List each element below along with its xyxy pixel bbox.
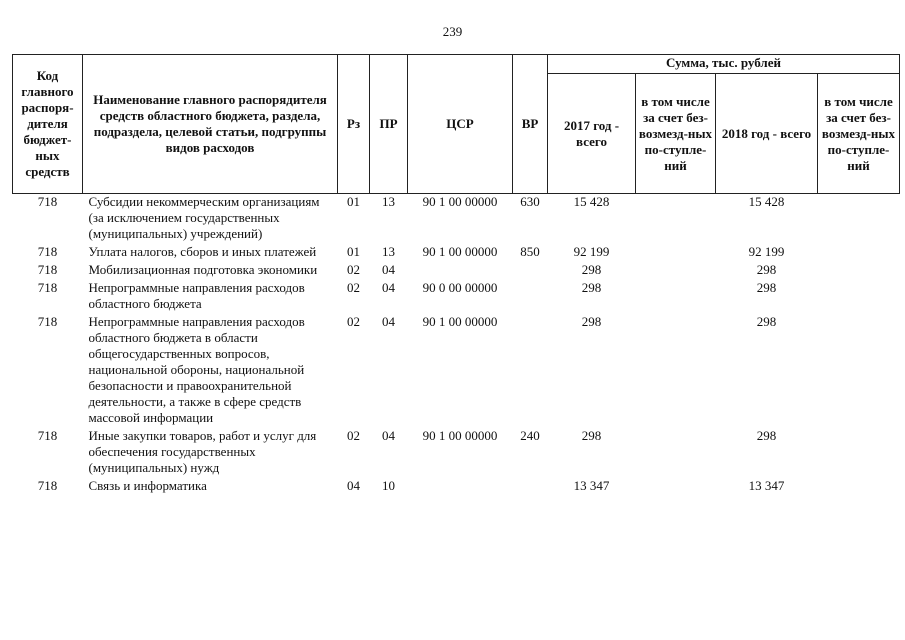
cell-2018-total: 13 347 [748, 478, 785, 493]
cell-pr: 13 [382, 244, 395, 259]
header-sum: Сумма, тыс. рублей [548, 55, 900, 74]
table-row [13, 262, 900, 280]
cell-2017-grants [636, 428, 716, 478]
cell-code: 718 [37, 280, 58, 295]
cell-2018-grants [818, 280, 900, 314]
cell-2018-total: 15 428 [748, 194, 785, 209]
cell-2017-grants [636, 280, 716, 314]
cell-rz: 02 [347, 314, 360, 329]
cell-pr: 10 [382, 478, 395, 493]
cell-code: 718 [37, 262, 58, 277]
cell-name: Связь и информатика [88, 478, 207, 493]
header-name: Наименование главного распорядителя средств областного бюджета, раздела, подраздела, целевой статьи, подгруппы видов расходов [83, 55, 338, 194]
cell-name: Субсидии некоммерческим организациям (за исключением государственных (муниципальных) учреждений) [88, 194, 320, 241]
cell-2017-grants [636, 244, 716, 262]
cell-vr [513, 478, 548, 496]
table-body [13, 194, 900, 497]
cell-2017-grants [636, 478, 716, 496]
cell-pr: 04 [382, 428, 395, 443]
cell-rz: 02 [347, 280, 360, 295]
table-header [13, 55, 900, 194]
cell-vr [513, 314, 548, 428]
cell-name: Иные закупки товаров, работ и услуг для обеспечения государственных (муниципальных) нужд [88, 428, 317, 475]
cell-name: Уплата налогов, сборов и иных платежей [88, 244, 317, 259]
cell-code: 718 [37, 428, 58, 443]
cell-rz: 02 [347, 262, 360, 277]
page-number: 239 [442, 24, 463, 39]
cell-rz: 01 [347, 244, 360, 259]
cell-vr: 850 [520, 244, 540, 259]
cell-code: 718 [37, 314, 58, 329]
table-row [13, 194, 900, 245]
cell-rz: 02 [347, 428, 360, 443]
cell-2018-total: 92 199 [748, 244, 785, 259]
cell-2018-total: 298 [756, 314, 777, 329]
cell-vr: 240 [520, 428, 540, 443]
cell-pr: 04 [382, 280, 395, 295]
cell-vr [513, 280, 548, 314]
cell-2018-grants [818, 478, 900, 496]
cell-pr: 04 [382, 314, 395, 329]
cell-2017-total: 13 347 [573, 478, 610, 493]
cell-2018-grants [818, 428, 900, 478]
header-code: Код главного распоря-дителя бюджет-ных средств [13, 55, 83, 194]
table-row [13, 244, 900, 262]
cell-2018-grants [818, 262, 900, 280]
cell-2017-total: 298 [581, 280, 602, 295]
header-2018-grants: в том числе за счет без-возмезд-ных по-ступле-ний [818, 74, 900, 194]
cell-rz: 01 [347, 194, 360, 209]
cell-2017-total: 92 199 [573, 244, 610, 259]
cell-code: 718 [37, 244, 58, 259]
cell-2017-total: 15 428 [573, 194, 610, 209]
cell-pr: 04 [382, 262, 395, 277]
header-2018-total: 2018 год - всего [716, 74, 818, 194]
table-row [13, 314, 900, 428]
header-2017-grants: в том числе за счет без-возмезд-ных по-ступле-ний [636, 74, 716, 194]
cell-2018-grants [818, 314, 900, 428]
cell-name: Мобилизационная подготовка экономики [88, 262, 318, 277]
cell-csr [408, 262, 513, 280]
cell-csr: 90 1 00 00000 [422, 194, 498, 209]
cell-2017-grants [636, 262, 716, 280]
cell-csr: 90 1 00 00000 [422, 244, 498, 259]
cell-name: Непрограммные направления расходов областного бюджета [88, 280, 305, 311]
cell-csr: 90 1 00 00000 [422, 428, 498, 443]
cell-2017-total: 298 [581, 314, 602, 329]
cell-code: 718 [37, 194, 58, 209]
cell-rz: 04 [347, 478, 360, 493]
cell-2018-grants [818, 194, 900, 245]
cell-csr [408, 478, 513, 496]
cell-pr: 13 [382, 194, 395, 209]
cell-vr [513, 262, 548, 280]
cell-name: Непрограммные направления расходов областного бюджета в области общегосударственных вопросов, национальной обороны, национальной безопасности и правоохранительной деятельности, а также в сфере средств массовой информации [88, 314, 305, 425]
header-csr: ЦСР [408, 55, 513, 194]
budget-table [12, 54, 900, 496]
header-vr: ВР [513, 55, 548, 194]
cell-code: 718 [37, 478, 58, 493]
cell-csr: 90 0 00 00000 [422, 280, 498, 295]
header-rz: Рз [338, 55, 370, 194]
table-row [13, 478, 900, 496]
table-row [13, 428, 900, 478]
cell-csr: 90 1 00 00000 [422, 314, 498, 329]
cell-2018-total: 298 [756, 262, 777, 277]
cell-2017-total: 298 [581, 262, 602, 277]
cell-2017-grants [636, 314, 716, 428]
cell-2017-total: 298 [581, 428, 602, 443]
cell-2018-grants [818, 244, 900, 262]
cell-2017-grants [636, 194, 716, 245]
table-row [13, 280, 900, 314]
cell-2018-total: 298 [756, 280, 777, 295]
header-pr: ПР [370, 55, 408, 194]
header-2017-total: 2017 год - всего [548, 74, 636, 194]
cell-2018-total: 298 [756, 428, 777, 443]
cell-vr: 630 [520, 194, 540, 209]
